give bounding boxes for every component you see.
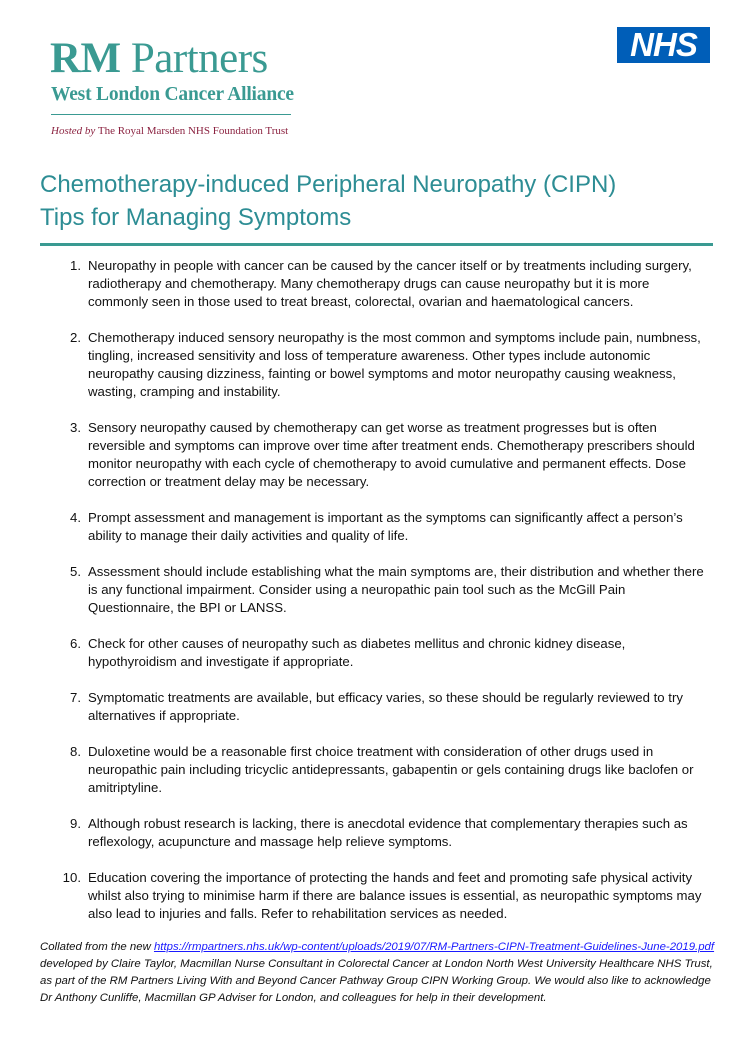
list-item bbox=[55, 509, 713, 545]
list-item bbox=[55, 689, 713, 725]
list-item bbox=[55, 869, 713, 923]
footnote-prefix: Collated from the new bbox=[40, 941, 154, 953]
title-line-1: Chemotherapy-induced Peripheral Neuropathy (CIPN) bbox=[40, 171, 617, 198]
item-text: Assessment should include establishing what the main symptoms are, their distribution and whether there is any functional impairment. Consider using a neuropathic pain tool such as the McGill Pain Questionnaire, the BPI or LANSS. bbox=[88, 564, 704, 615]
hosted-by-line bbox=[51, 125, 288, 137]
tips-list bbox=[55, 257, 713, 941]
item-number: 1. bbox=[70, 258, 81, 273]
logo-title-bold: RM bbox=[50, 35, 121, 82]
page-title bbox=[40, 168, 720, 234]
item-text: Check for other causes of neuropathy such as diabetes mellitus and chronic kidney disease, hypothyroidism and investigate if appropriate. bbox=[88, 636, 626, 669]
item-text: Symptomatic treatments are available, but efficacy varies, so these should be regularly reviewed to try alternatives if appropriate. bbox=[88, 690, 683, 723]
item-text: Prompt assessment and management is important as the symptoms can significantly affect a person’s ability to manage their daily activities and quality of life. bbox=[88, 510, 683, 543]
list-item bbox=[55, 419, 713, 491]
item-number: 3. bbox=[70, 420, 81, 435]
logo-title bbox=[50, 34, 268, 84]
list-item bbox=[55, 743, 713, 797]
list-item bbox=[55, 815, 713, 851]
item-number: 10. bbox=[62, 870, 81, 885]
logo-subtitle: West London Cancer Alliance bbox=[51, 84, 294, 105]
footnote-suffix: developed by Claire Taylor, Macmillan Nurse Consultant in Colorectal Cancer at London North West University Healthcare NHS Trust, as part of the RM Partners Living With and Beyond Cancer Pathway Group CIPN Working Group. We would also like to acknowledge Dr Anthony Cunliffe, Macmillan GP Adviser for London, and colleagues for help in their development. bbox=[40, 958, 713, 1004]
item-number: 4. bbox=[70, 510, 81, 525]
item-number: 8. bbox=[70, 744, 81, 759]
item-text: Duloxetine would be a reasonable first choice treatment with consideration of other drugs used in neuropathic pain including tricyclic antidepressants, gabapentin or gels containing drugs like baclofen or amitriptyline. bbox=[88, 744, 694, 795]
list-item bbox=[55, 257, 713, 311]
item-text: Education covering the importance of protecting the hands and feet and promoting safe physical activity whilst also trying to minimise harm if there are balance issues is essential, as neuropathic symptoms may also lead to injuries and falls. Refer to rehabilitation services as needed. bbox=[88, 870, 702, 921]
hosted-prefix: Hosted by bbox=[51, 125, 96, 137]
logo-title-rest: Partners bbox=[120, 35, 268, 82]
item-number: 9. bbox=[70, 816, 81, 831]
hosted-org: The Royal Marsden NHS Foundation Trust bbox=[95, 125, 289, 137]
list-item bbox=[55, 635, 713, 671]
item-text: Sensory neuropathy caused by chemotherapy can get worse as treatment progresses but is often reversible and symptoms can improve over time after treatment ends. Chemotherapy prescribers should monitor neuropathy with each cycle of chemotherapy to avoid cumulative and permanent effects. Dose correction or treatment delay may be necessary. bbox=[88, 420, 695, 489]
title-line-2: Tips for Managing Symptoms bbox=[40, 204, 352, 231]
nhs-logo: NHS bbox=[617, 27, 710, 63]
guidelines-link[interactable]: https://rmpartners.nhs.uk/wp-content/uploads/2019/07/RM-Partners-CIPN-Treatment-Guidelines-June-2019.pdf bbox=[153, 941, 715, 953]
item-number: 6. bbox=[70, 636, 81, 651]
item-number: 7. bbox=[70, 690, 81, 705]
list-item bbox=[55, 563, 713, 617]
item-number: 5. bbox=[70, 564, 81, 579]
item-text: Although robust research is lacking, there is anecdotal evidence that complementary therapies such as reflexology, acupuncture and massage help relieve symptoms. bbox=[88, 816, 688, 849]
source-footnote bbox=[40, 939, 720, 1007]
list-item bbox=[55, 329, 713, 401]
logo-divider bbox=[51, 114, 291, 115]
title-divider bbox=[40, 243, 713, 246]
item-text: Chemotherapy induced sensory neuropathy is the most common and symptoms include pain, numbness, tingling, increased sensitivity and loss of temperature awareness. Other types include autonomic neuropathy causing dizziness, fainting or bowel symptoms and motor neuropathy causing weakness, wasting, cramping and instability. bbox=[88, 330, 701, 399]
item-number: 2. bbox=[70, 330, 81, 345]
item-text: Neuropathy in people with cancer can be caused by the cancer itself or by treatments including surgery, radiotherapy and chemotherapy. Many chemotherapy drugs can cause neuropathy but it is more commonly seen in those used to treat breast, colorectal, ovarian and haematological cancers. bbox=[88, 258, 692, 309]
